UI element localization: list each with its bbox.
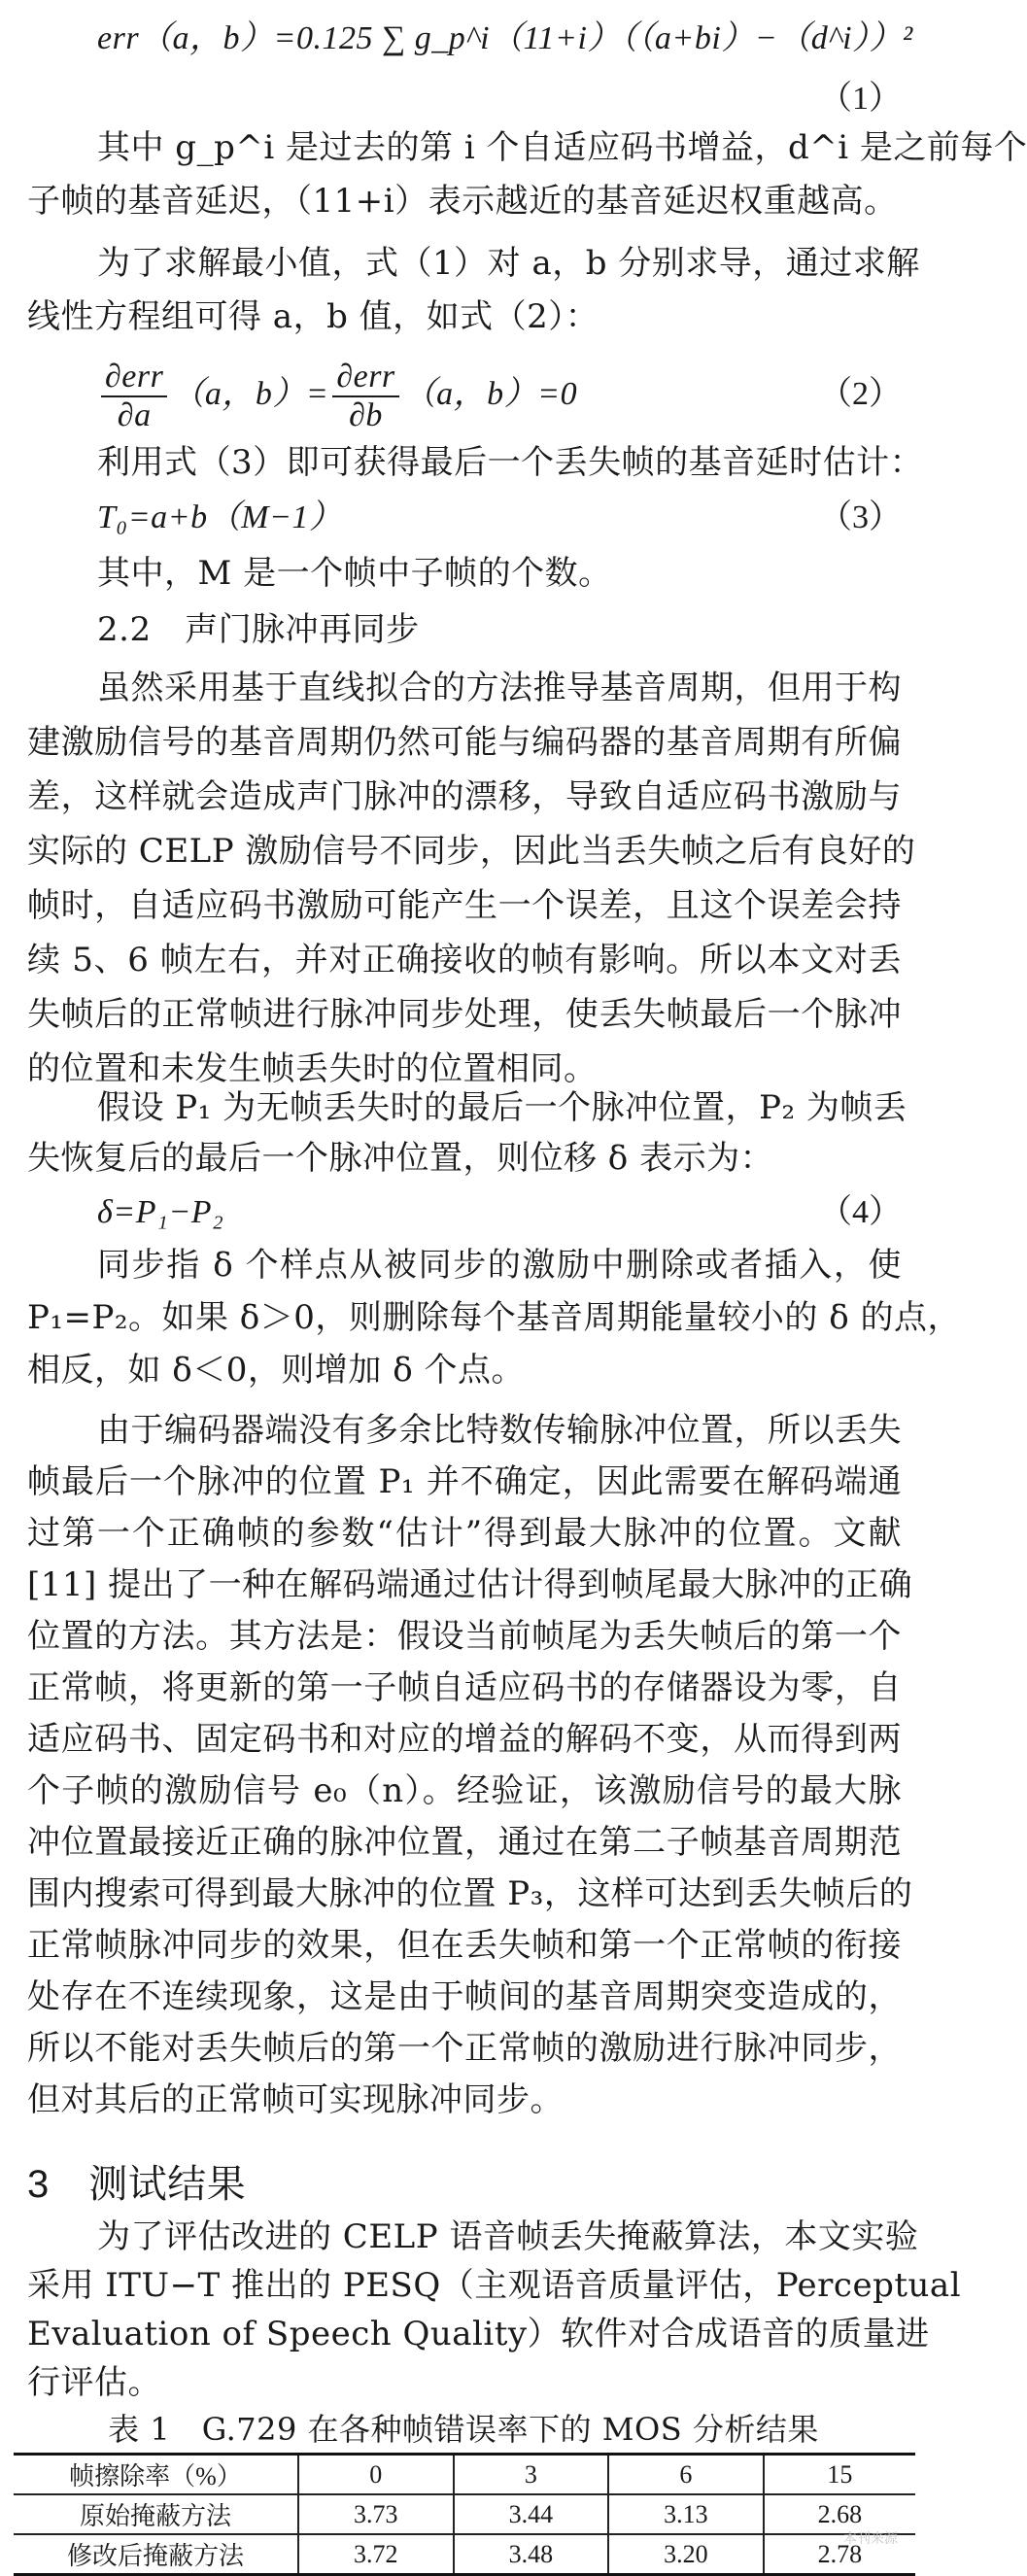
equation-2: $\frac{\text{∂err}}{\partial a}$ （a，b）= $\frac{\text{∂err}}{\partial b}$ （a，b）=0 xyxy=(97,356,927,433)
table-cell: 3.72 xyxy=(298,2534,454,2575)
partial-derivative-a: $\frac{\text{∂err}}{\partial a}$ xyxy=(101,359,167,434)
table-row xyxy=(14,2494,915,2534)
paragraph-line: 过第一个正确帧的参数“估计”得到最大脉冲的位置。文献 xyxy=(27,1514,902,1553)
paragraph-line: 为了评估改进的 CELP 语音帧丢失掩蔽算法，本文实验 xyxy=(97,2217,919,2256)
paragraph-line: 所以不能对丢失帧后的第一个正常帧的激励进行脉冲同步， xyxy=(27,2029,902,2068)
table-cell: 原始掩蔽方法 xyxy=(14,2494,298,2534)
paragraph-line: 处存在不连续现象，这是由于帧间的基音周期突变造成的， xyxy=(27,1977,902,2016)
table-cell: 2.78 xyxy=(764,2534,915,2575)
table-cell: 3.73 xyxy=(298,2494,454,2534)
table-cell: 3.44 xyxy=(454,2494,609,2534)
paragraph-line: 差，这样就会造成声门脉冲的漂移，导致自适应码书激励与 xyxy=(27,777,902,816)
equation-1: err（a，b）=0.125 ∑ g_p^i（11+i）（（a+bi）−（d^i））² xyxy=(97,20,913,56)
table-cell: 3.13 xyxy=(608,2494,764,2534)
paragraph-line: 为了求解最小值，式（1）对 a，b 分别求导，通过求解 xyxy=(97,244,920,283)
paragraph-line: 个子帧的激励信号 e₀（n）。经验证，该激励信号的最大脉 xyxy=(27,1771,902,1810)
table-cell: 2.68 xyxy=(764,2494,915,2534)
paragraph-line: 失恢复后的最后一个脉冲位置，则位移 δ 表示为： xyxy=(27,1139,774,1178)
paragraph-line: 同步指 δ 个样点从被同步的激励中删除或者插入，使 xyxy=(97,1246,902,1285)
paragraph-line: 但对其后的正常帧可实现脉冲同步。 xyxy=(27,2080,564,2119)
paragraph-line: 虽然采用基于直线拟合的方法推导基音周期，但用于构 xyxy=(97,669,902,707)
table-header-cell: 6 xyxy=(608,2455,764,2495)
partial-derivative-b: $\frac{\text{∂err}}{\partial b}$ xyxy=(332,359,398,434)
paragraph-line: Evaluation of Speech Quality）软件对合成语音的质量进 xyxy=(27,2315,930,2353)
equation-1-number: （1） xyxy=(819,81,902,117)
table-header-row xyxy=(14,2455,915,2495)
paragraph-line: 假设 P₁ 为无帧丢失时的最后一个脉冲位置，P₂ 为帧丢 xyxy=(97,1088,907,1127)
paragraph-line: 围内搜索可得到最大脉冲的位置 P₃，这样可达到丢失帧后的 xyxy=(27,1874,913,1913)
paragraph-line: 失帧后的正常帧进行脉冲同步处理，使丢失帧最后一个脉冲 xyxy=(27,995,902,1034)
paragraph-line: 相反，如 δ＜0，则增加 δ 个点。 xyxy=(27,1351,525,1390)
table-header-cell: 3 xyxy=(454,2455,609,2495)
paragraph-line: 实际的 CELP 激励信号不同步，因此当丢失帧之后有良好的 xyxy=(27,832,916,871)
paragraph-line: 续 5、6 帧左右，并对正确接收的帧有影响。所以本文对丢 xyxy=(27,941,902,979)
section-heading-2-2: 2.2 声门脉冲再同步 xyxy=(97,610,420,649)
table-row xyxy=(14,2534,915,2575)
paragraph-line: 子帧的基音延迟，（11+i）表示越近的基音延迟权重越高。 xyxy=(27,182,898,221)
paragraph-line: 适应码书、固定码书和对应的增益的解码不变，从而得到两 xyxy=(27,1720,902,1759)
paragraph-line: P₁=P₂。如果 δ＞0，则删除每个基音周期能量较小的 δ 的点， xyxy=(27,1298,961,1337)
table-cell: 3.20 xyxy=(608,2534,764,2575)
table-cell: 修改后掩蔽方法 xyxy=(14,2534,298,2575)
equation-3-number: （3） xyxy=(819,499,902,535)
paragraph-line: 利用式（3）即可获得最后一个丢失帧的基音延时估计： xyxy=(97,443,924,482)
paragraph-line: 冲位置最接近正确的脉冲位置，通过在第二子帧基音周期范 xyxy=(27,1823,902,1862)
equation-3: T₀=a+b（M−1） xyxy=(97,499,343,535)
table-caption: 表 1 G.729 在各种帧错误率下的 MOS 分析结果 xyxy=(108,2411,819,2448)
paragraph-line: 正常帧，将更新的第一子帧自适应码书的存储器设为零，自 xyxy=(27,1668,902,1707)
paragraph-line: [11] 提出了一种在解码端通过估计得到帧尾最大脉冲的正确 xyxy=(27,1565,913,1604)
paragraph-line: 正常帧脉冲同步的效果，但在丢失帧和第一个正常帧的衔接 xyxy=(27,1926,902,1965)
paragraph-line: 建激励信号的基音周期仍然可能与编码器的基音周期有所偏 xyxy=(27,723,902,762)
mos-results-table xyxy=(14,2453,915,2576)
paragraph-line: 其中 g_p^i 是过去的第 i 个自适应码书增益，d^i 是之前每个 xyxy=(97,128,1027,167)
section-heading-3: 3 测试结果 xyxy=(27,2163,247,2206)
paragraph-line: 帧最后一个脉冲的位置 P₁ 并不确定，因此需要在解码端通 xyxy=(27,1462,902,1501)
equation-4: δ=P₁−P₂ xyxy=(97,1194,224,1230)
paragraph-line: 的位置和未发生帧丢失时的位置相同。 xyxy=(27,1049,598,1088)
paragraph-line: 线性方程组可得 a，b 值，如式（2）： xyxy=(27,297,599,336)
table-header-cell: 0 xyxy=(298,2455,454,2495)
table-header-cell: 15 xyxy=(764,2455,915,2495)
paragraph-line: 位置的方法。其方法是：假设当前帧尾为丢失帧后的第一个 xyxy=(27,1617,902,1656)
equation-2-number: （2） xyxy=(819,376,902,412)
paragraph-line: 帧时，自适应码书激励可能产生一个误差，且这个误差会持 xyxy=(27,886,902,925)
table-cell: 3.48 xyxy=(454,2534,609,2575)
paragraph-line: 由于编码器端没有多余比特数传输脉冲位置，所以丢失 xyxy=(97,1411,902,1450)
equation-4-number: （4） xyxy=(819,1194,902,1230)
paragraph-line: 采用 ITU−T 推出的 PESQ（主观语音质量评估，Perceptual xyxy=(27,2266,962,2305)
table-header-cell: 帧擦除率（%） xyxy=(14,2455,298,2495)
paragraph-line: 行评估。 xyxy=(27,2363,161,2402)
paragraph-line: 其中，M 是一个帧中子帧的个数。 xyxy=(97,554,612,593)
watermark: 本刊来源 xyxy=(843,2531,898,2547)
